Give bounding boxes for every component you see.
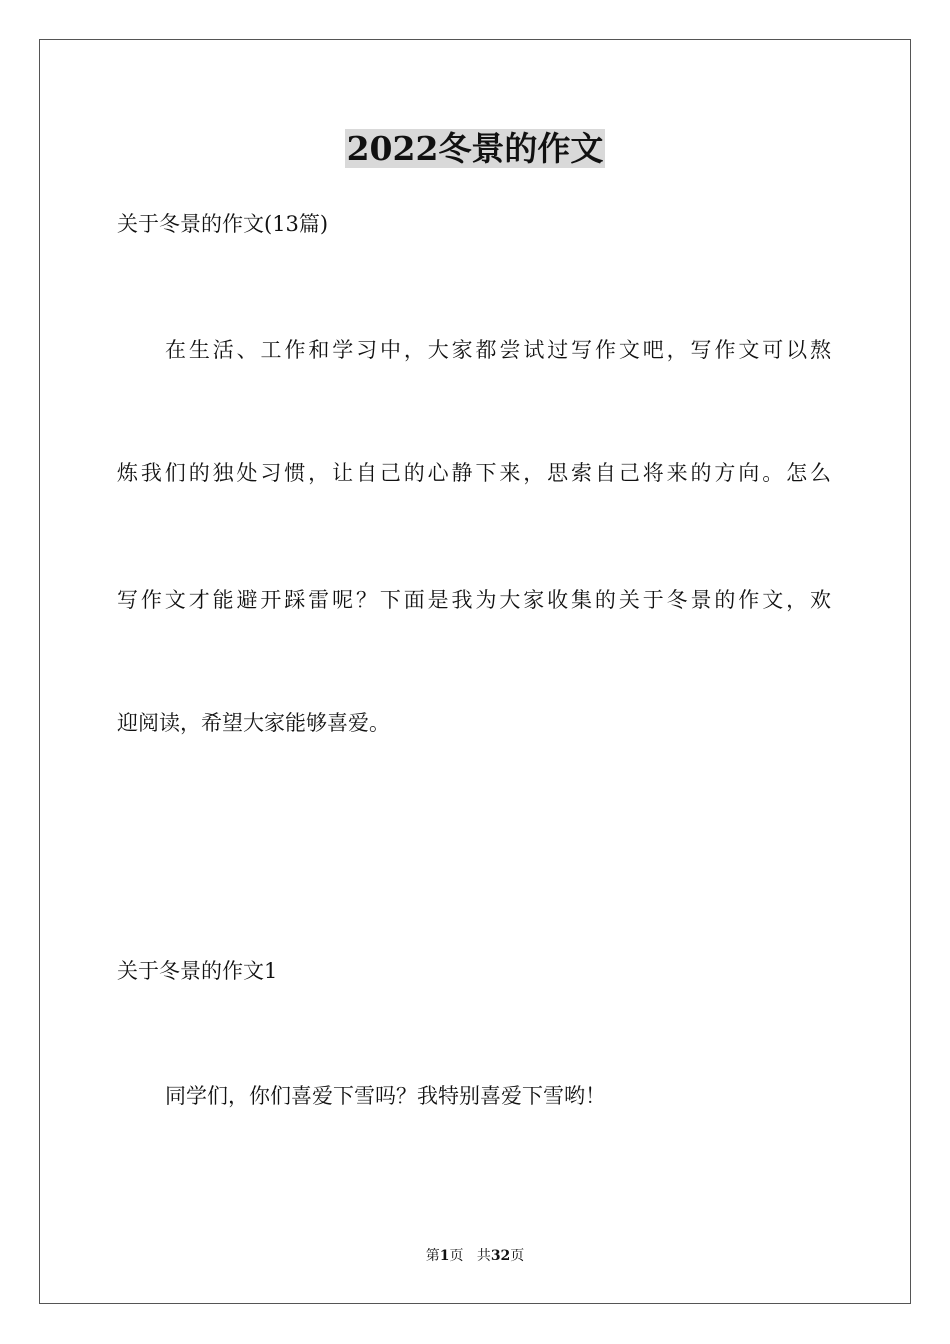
section-paragraph-line: 同学们，你们喜爱下雪吗？我特别喜爱下雪哟！ [165,1084,606,1108]
footer-page-prefix: 第 [425,1248,440,1264]
intro-line-4: 迎阅读，希望大家能够喜爱。 [117,711,390,735]
document-title-text: 2022冬景的作文 [346,129,604,168]
intro-line-1: 在生活、工作和学习中，大家都尝试过写作文吧，写作文可以熬 [165,338,831,362]
footer-total-pages: 32 [490,1248,511,1264]
page-footer [0,1246,950,1266]
footer-page-suffix: 页 [449,1248,464,1264]
intro-line-2: 炼我们的独处习惯，让自己的心静下来，思索自己将来的方向。怎么 [117,461,831,485]
intro-line-3: 写作文才能避开踩雷呢？下面是我为大家收集的关于冬景的作文，欢 [117,588,831,612]
document-title [0,128,950,170]
section-heading: 关于冬景的作文1 [117,959,278,983]
footer-total-suffix: 页 [510,1248,525,1264]
footer-total-prefix: 共 [476,1248,491,1264]
document-subtitle: 关于冬景的作文(13篇) [117,212,329,236]
footer-page-number: 1 [439,1248,450,1264]
